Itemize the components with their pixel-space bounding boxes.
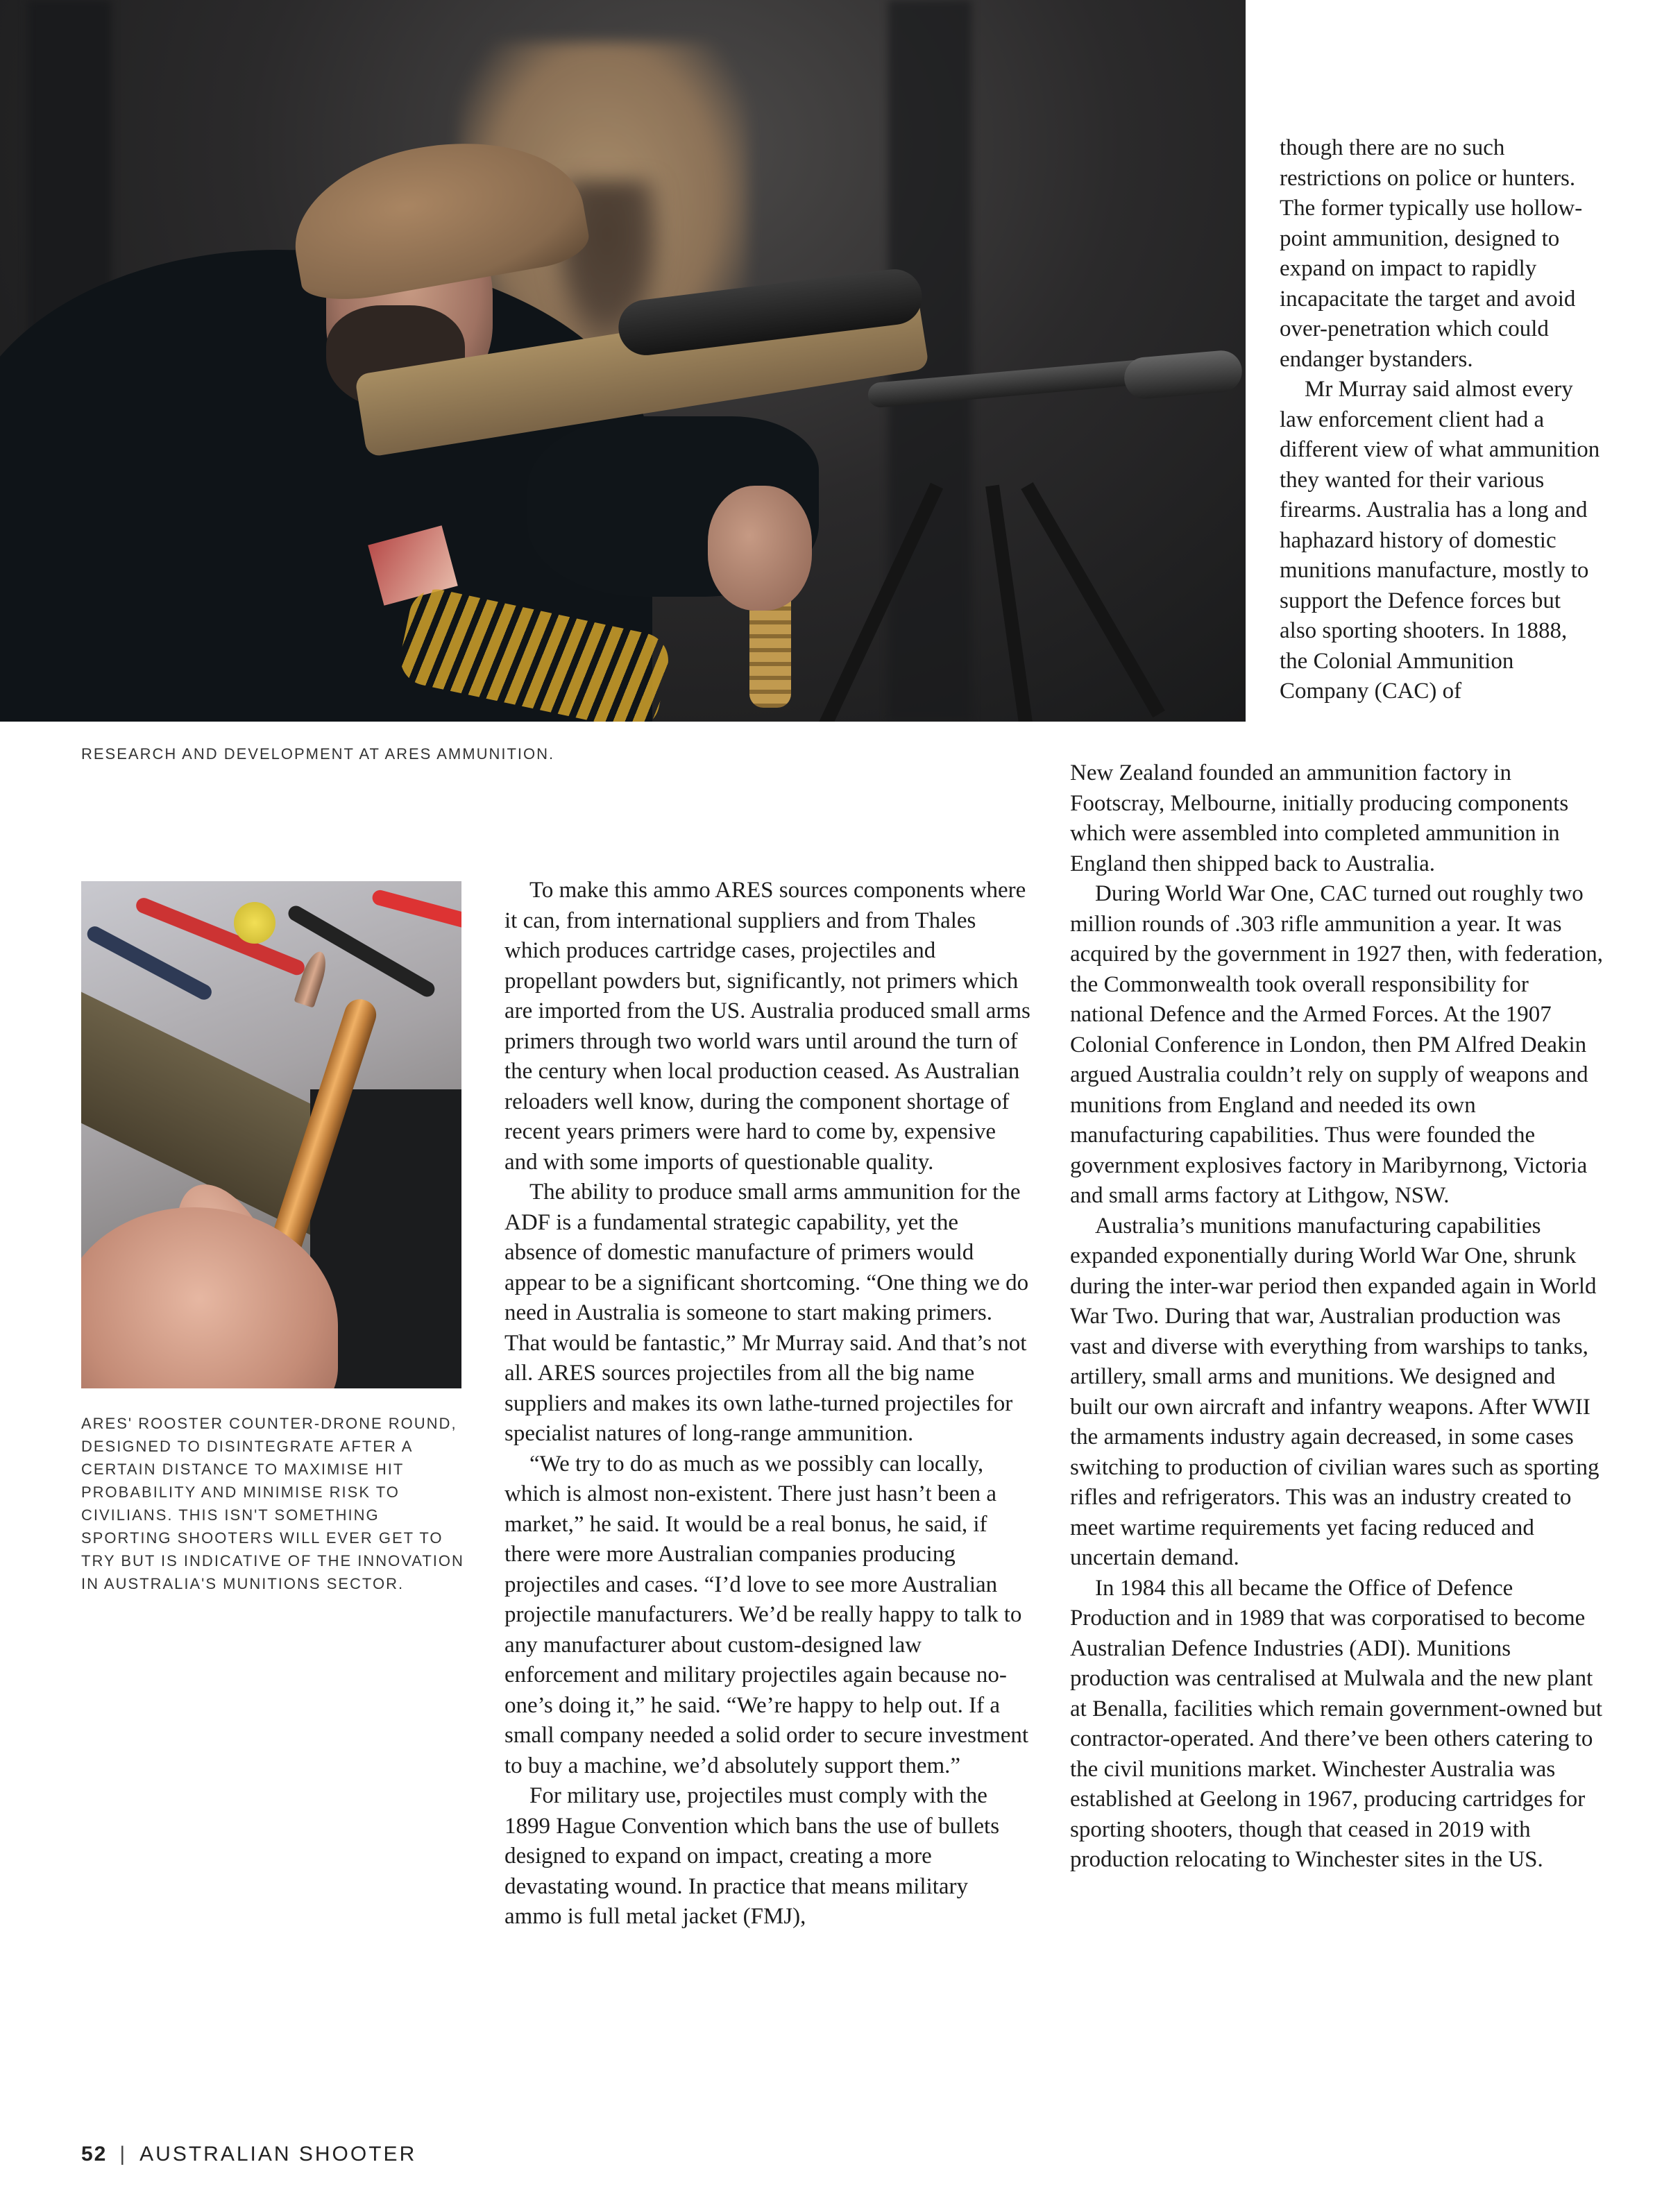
inset-photo xyxy=(81,881,461,1388)
hero-photo xyxy=(0,0,1246,722)
footer-separator: | xyxy=(119,2143,128,2166)
article-paragraph: To make this ammo ARES sources components where it can, from international suppliers and from Thales which produces cartridge cases, projectiles and propellant powders but, significantly, not primers which are imported from the US. Australia produced small arms primers through two world wars until around the turn of the century when local production ceased. As Australian reloaders well know, during the component shortage of recent years primers were hard to come by, expensive and with some imports of questionable quality. xyxy=(504,878,1030,1175)
article-paragraph: In 1984 this all became the Office of Defence Production and in 1989 that was corporatised to become Australian Defence Industries (ADI). Munitions production was centralised at Mulwala and the new plant at Benalla, facilities which remain government-owned but contractor-operated. And there’ve been others catering to the civil munitions market. Winchester Australia was established at Geelong in 1967, producing cartridges for sporting shooters, though that ceased in 2019 with production relocating to Winchester sites in the US. xyxy=(1070,1575,1602,1872)
article-paragraph: though there are no such restrictions on police or hunters. The former typically use hollow-point ammunition, designed to expand on impact to rapidly incapacitate the target and avoid over-penetration which could endanger bystanders. xyxy=(1280,135,1583,372)
inset-photo-caption: ARES' ROOSTER COUNTER-DRONE ROUND, DESIGNED TO DISINTEGRATE AFTER A CERTAIN DISTANCE TO MAXIMISE HIT PROBABILITY AND MINIMISE RISK TO CIVILIANS. THIS ISN'T SOMETHING SPORTING SHOOTERS WILL EVER GET TO TRY BUT IS INDICATIVE OF THE INNOVATION IN AUSTRALIA'S MUNITIONS SECTOR. xyxy=(81,1415,464,1592)
article-paragraph: Mr Murray said almost every law enforcement client had a different view of what ammunition they wanted for their various firearms. Australia has a long and haphazard history of domestic munitions manufacture, mostly to support the Defence forces but also sporting shooters. In 1888, the Colonial Ammunition Company (CAC) of xyxy=(1280,377,1600,704)
article-right-column-top xyxy=(1280,133,1600,707)
article-paragraph: For military use, projectiles must comply with the 1899 Hague Convention which bans the use of bullets designed to expand on impact, creating a more devastating wound. In practice that means military ammo is full metal jacket (FMJ), xyxy=(504,1783,1000,1929)
article-paragraph: New Zealand founded an ammunition factory in Footscray, Melbourne, initially producing components which were assembled into completed ammunition in England then shipped back to Australia. xyxy=(1070,760,1569,876)
publication-name: AUSTRALIAN SHOOTER xyxy=(139,2143,417,2166)
page-footer xyxy=(81,2143,416,2166)
article-paragraph: Australia’s munitions manufacturing capabilities expanded exponentially during World War One, shrunk during the inter-war period then expanded again in World War Two. During that war, Australian production was vast and diverse with everything from warships to tanks, artillery, small arms and munitions. We designed and built our own aircraft and infantry weapons. After WWII the armaments industry again decreased, in some cases switching to production of civilian wares such as sporting rifles and refrigerators. This was an industry created to meet wartime requirements yet facing reduced and uncertain demand. xyxy=(1070,1213,1600,1570)
article-paragraph: “We try to do as much as we possibly can locally, which is almost non-existent. There just hasn’t been a market,” he said. It would be a real bonus, he said, if there were more Australian companies producing projectiles and cases. “I’d love to see more Australian projectile manufacturers. We’d be really happy to talk to any manufacturer about custom-designed law enforcement and military projectiles again because no-one’s doing it,” he said. “We’re happy to help out. If a small company needed a solid order to secure investment to buy a machine, we’d absolutely support them.” xyxy=(504,1451,1029,1778)
article-right-column-bottom xyxy=(1070,758,1603,1875)
article-middle-column xyxy=(504,876,1030,1932)
hero-photo-caption: RESEARCH AND DEVELOPMENT AT ARES AMMUNITION. xyxy=(81,745,555,763)
article-paragraph: The ability to produce small arms ammunition for the ADF is a fundamental strategic capability, yet the absence of domestic manufacture of primers would appear to be a significant shortcoming. “One thing we do need in Australia is someone to start making primers. That would be fantastic,” Mr Murray said. And that’s not all. ARES sources projectiles from all the big name suppliers and makes its own lathe-turned projectiles for specialist natures of long-range ammunition. xyxy=(504,1180,1029,1446)
page-number: 52 xyxy=(81,2143,108,2166)
article-paragraph: During World War One, CAC turned out roughly two million rounds of .303 rifle ammunition a year. It was acquired by the government in 1927 then, with federation, the Commonwealth took overall responsibility for national Defence and the Armed Forces. At the 1907 Colonial Conference in London, then PM Alfred Deakin argued Australia couldn’t rely on supply of weapons and munitions from England and needed its own manufacturing capabilities. Thus were founded the government explosives factory in Maribyrnong, Victoria and small arms factory at Lithgow, NSW. xyxy=(1070,881,1603,1208)
